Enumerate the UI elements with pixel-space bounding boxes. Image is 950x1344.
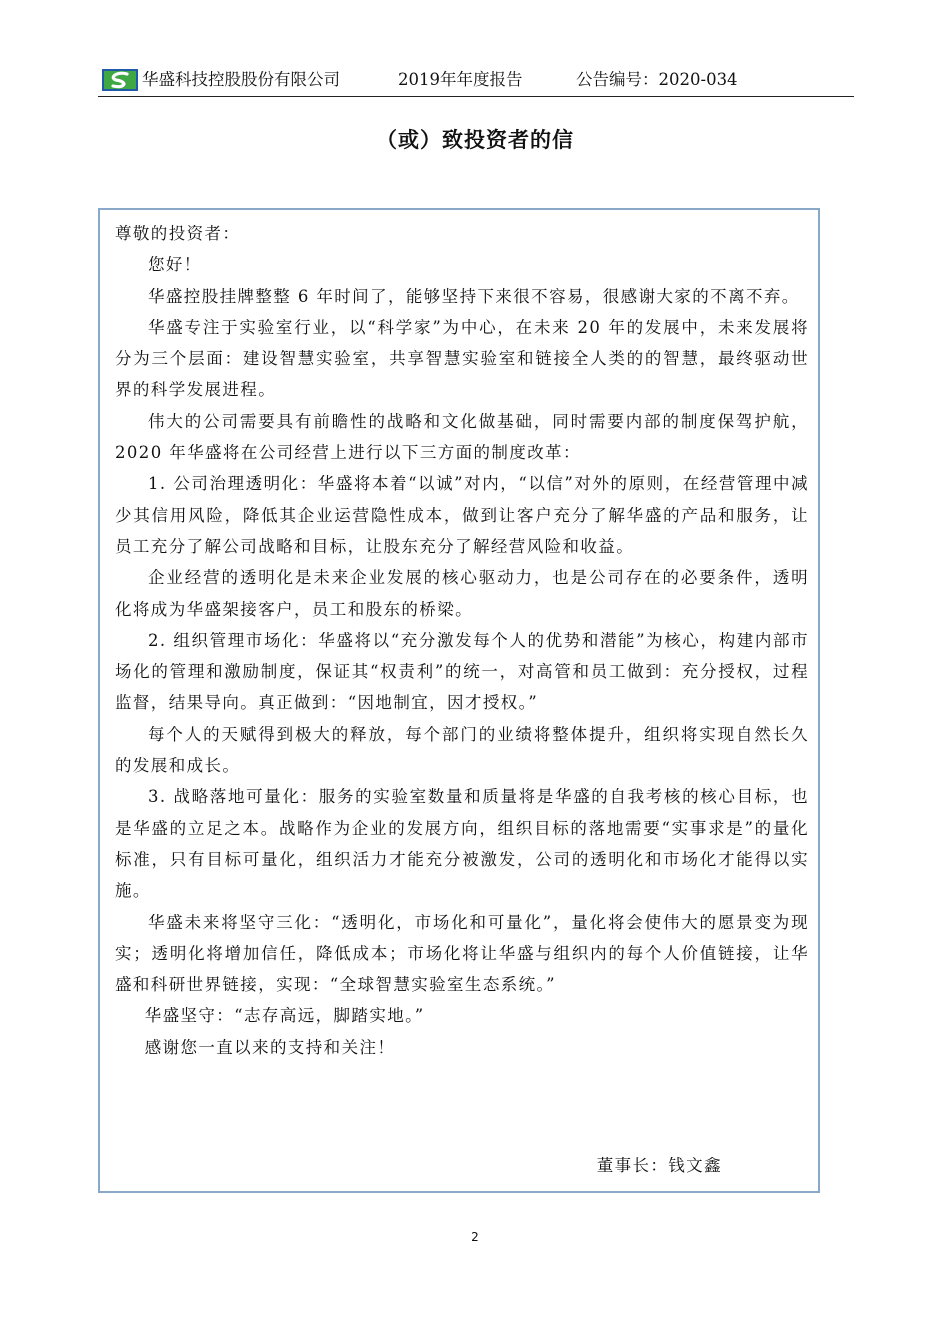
letter-paragraph: 伟大的公司需要具有前瞻性的战略和文化做基础，同时需要内部的制度保驾护航，2020 年华盛将在公司经营上进行以下三方面的制度改革： <box>115 411 809 463</box>
reform-item-3: 3. 战略落地可量化：服务的实验室数量和质量将是华盛的自我考核的核心目标，也是华盛的立足之本。战略作为企业的发展方向，组织目标的落地需要“实事求是”的量化标准，只有目标可量化，组织活力才能充分被激发，公司的透明化和市场化才能得以实施。 <box>115 787 809 901</box>
greeting: 您好！ <box>148 255 202 275</box>
reform-item-1: 1. 公司治理透明化：华盛将本着“以诚”对内，“以信”对外的原则，在经营管理中减少其信用风险，降低其企业运营隐性成本，做到让客户充分了解华盛的产品和服务，让员工充分了解公司战略和目标，让股东充分了解经营风险和收益。 <box>115 474 809 556</box>
report-title: 2019年年度报告 <box>398 70 523 89</box>
letter-paragraph: 华盛控股挂牌整整 6 年时间了，能够坚持下来很不容易，很感谢大家的不离不弃。 <box>148 286 800 306</box>
salutation: 尊敬的投资者： <box>115 224 241 243</box>
motto: 华盛坚守：“志存高远，脚踏实地。” <box>144 1006 425 1026</box>
company-name: 华盛科技控股股份有限公司 <box>142 70 340 89</box>
page-header <box>98 64 854 97</box>
page-title: （或）致投资者的信 <box>376 128 574 152</box>
letter-paragraph: 华盛专注于实验室行业，以“科学家”为中心，在未来 20 年的发展中，未来发展将分为三个层面：建设智慧实验室，共享智慧实验室和链接全人类的的智慧，最终驱动世界的科学发展进程。 <box>115 317 809 400</box>
letter-body <box>115 218 809 1063</box>
letter-paragraph: 每个人的天赋得到极大的释放，每个部门的业绩将整体提升，组织将实现自然长久的发展和成长。 <box>115 724 809 776</box>
company-logo <box>102 69 138 91</box>
letter-box <box>98 208 820 1193</box>
announcement-number: 公告编号：2020-034 <box>576 70 738 89</box>
signature: 董事长：钱文鑫 <box>596 1156 722 1175</box>
page-number: 2 <box>471 1230 479 1244</box>
letter-paragraph: 华盛未来将坚守三化：“透明化，市场化和可量化”，量化将会使伟大的愿景变为现实；透明化将增加信任，降低成本；市场化将让华盛与组织内的每个人价值链接，让华盛和科研世界链接，实现：“全球智慧实验室生态系统。” <box>115 912 809 995</box>
letter-paragraph: 企业经营的透明化是未来企业发展的核心驱动力，也是公司存在的必要条件，透明化将成为华盛架接客户，员工和股东的桥梁。 <box>115 568 809 619</box>
reform-item-2: 2. 组织管理市场化：华盛将以“充分激发每个人的优势和潜能”为核心，构建内部市场化的管理和激励制度，保证其“权责利”的统一，对高管和员工做到：充分授权，过程监督，结果导向。真正做到：“因地制宜，因才授权。” <box>115 630 809 713</box>
closing: 感谢您一直以来的支持和关注！ <box>144 1037 396 1057</box>
